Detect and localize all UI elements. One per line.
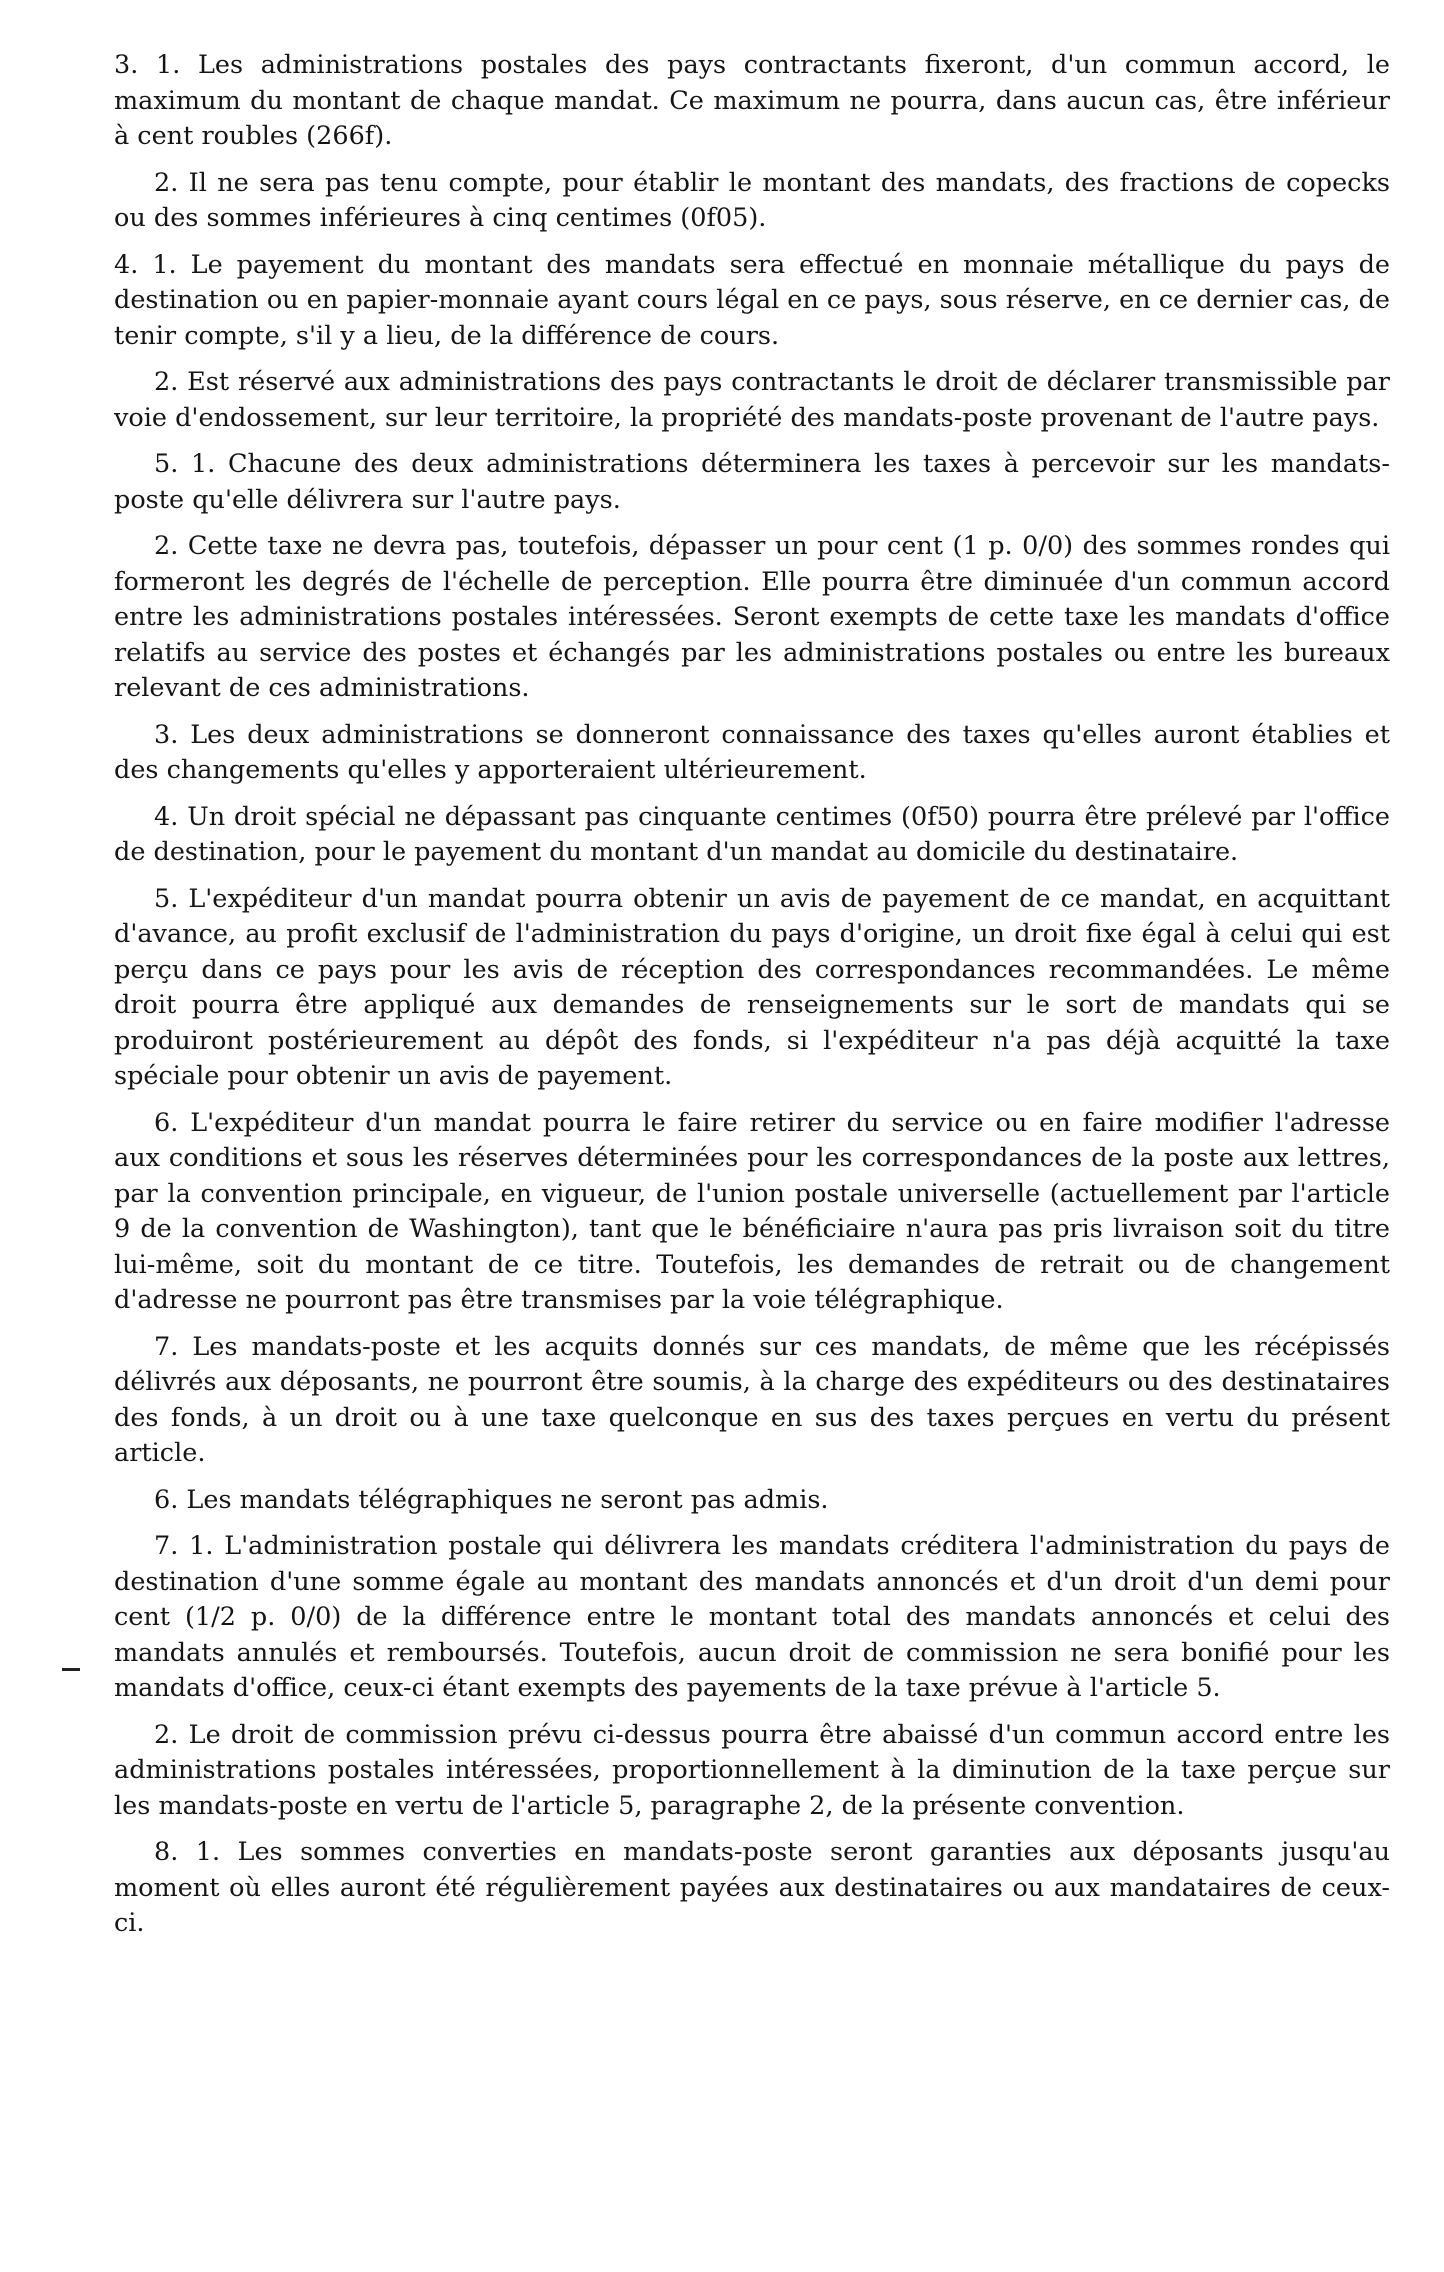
paragraph-art3-1: 3. 1. Les administrations postales des pays contractants fixeront, d'un commun accord, le maximum du montant de chaque mandat. Ce maximum ne pourra, dans aucun cas, être inférieur à cent roubles (266f). [114, 50, 1390, 151]
paragraph-art6: 6. Les mandats télégraphiques ne seront pas admis. [154, 1484, 829, 1515]
paragraph-art8-1: 8. 1. Les sommes converties en mandats-poste seront garanties aux déposants jusqu'au moment où elles auront été régulièrement payées aux destinataires ou aux mandataires de ceux-ci. [114, 1837, 1390, 1938]
paragraph-art3-2: 2. Il ne sera pas tenu compte, pour établir le montant des mandats, des fractions de copecks ou des sommes inférieures à cinq centimes (0f05). [114, 167, 1390, 233]
paragraph-art5-6: 6. L'expéditeur d'un mandat pourra le faire retirer du service ou en faire modifier l'adresse aux conditions et sous les réserves déterminées pour les correspondances de la poste aux lettres, par la convention principale, en vigueur, de l'union postale universelle (actuellement par l'article 9 de la convention de Washington), tant que le bénéficiaire n'aura pas pris livraison soit du titre lui-même, soit du montant de ce titre. Toutefois, les demandes de retrait ou de changement d'adresse ne pourront pas être transmises par la voie télégraphique. [114, 1107, 1390, 1315]
paragraph-art4-2: 2. Est réservé aux administrations des pays contractants le droit de déclarer transmissible par voie d'endossement, sur leur territoire, la propriété des mandats-poste provenant de l'autre pays. [114, 367, 1390, 433]
paragraph-art5-7: 7. Les mandats-poste et les acquits donnés sur ces mandats, de même que les récépissés délivrés aux déposants, ne pourront être soumis, à la charge des expéditeurs ou des destinataires des fonds, à un droit ou à une taxe quelconque en sus des taxes perçues en vertu du présent article. [114, 1331, 1390, 1468]
paragraph-art5-1: 5. 1. Chacune des deux administrations déterminera les taxes à percevoir sur les mandats-poste qu'elle délivrera sur l'autre pays. [114, 449, 1390, 515]
document-page [114, 48, 1390, 1953]
paragraph-art5-4: 4. Un droit spécial ne dépassant pas cinquante centimes (0f50) pourra être prélevé par l'office de destination, pour le payement du montant d'un mandat au domicile du destinataire. [114, 801, 1390, 867]
paragraph-art7-2: 2. Le droit de commission prévu ci-dessus pourra être abaissé d'un commun accord entre les administrations postales intéressées, proportionnellement à la diminution de la taxe perçue sur les mandats-poste en vertu de l'article 5, paragraphe 2, de la présente convention. [114, 1719, 1390, 1821]
paragraph-art5-3: 3. Les deux administrations se donneront connaissance des taxes qu'elles auront établies et des changements qu'elles y apporteraient ultérieurement. [114, 719, 1390, 785]
paragraph-art7-1: 7. 1. L'administration postale qui délivrera les mandats créditera l'administration du pays de destination d'une somme égale au montant des mandats annoncés et d'un droit d'un demi pour cent (1/2 p. 0/0) de la différence entre le montant total des mandats annoncés et celui des mandats annulés et remboursés. Toutefois, aucun droit de commission ne sera bonifié pour les mandats d'office, ceux-ci étant exempts des payements de la taxe prévue à l'article 5. [114, 1531, 1390, 1703]
paragraph-art4-1: 4. 1. Le payement du montant des mandats sera effectué en monnaie métallique du pays de destination ou en papier-monnaie ayant cours légal en ce pays, sous réserve, en ce dernier cas, de tenir compte, s'il y a lieu, de la différence de cours. [114, 249, 1390, 351]
paragraph-art5-5: 5. L'expéditeur d'un mandat pourra obtenir un avis de payement de ce mandat, en acquittant d'avance, au profit exclusif de l'administration du pays d'origine, un droit fixe égal à celui qui est perçu dans ce pays pour les avis de réception des correspondances recommandées. Le même droit pourra être appliqué aux demandes de renseignements sur le sort de mandats qui se produiront postérieurement au dépôt des fonds, si l'expéditeur n'a pas déjà acquitté la taxe spéciale pour obtenir un avis de payement. [114, 883, 1390, 1091]
paragraph-art5-2: 2. Cette taxe ne devra pas, toutefois, dépasser un pour cent (1 p. 0/0) des sommes rondes qui formeront les degrés de l'échelle de perception. Elle pourra être diminuée d'un commun accord entre les administrations postales intéressées. Seront exempts de cette taxe les mandats d'office relatifs au service des postes et échangés par les administrations postales ou entre les bureaux relevant de ces administrations. [114, 531, 1390, 703]
margin-dash-mark [62, 1668, 80, 1671]
